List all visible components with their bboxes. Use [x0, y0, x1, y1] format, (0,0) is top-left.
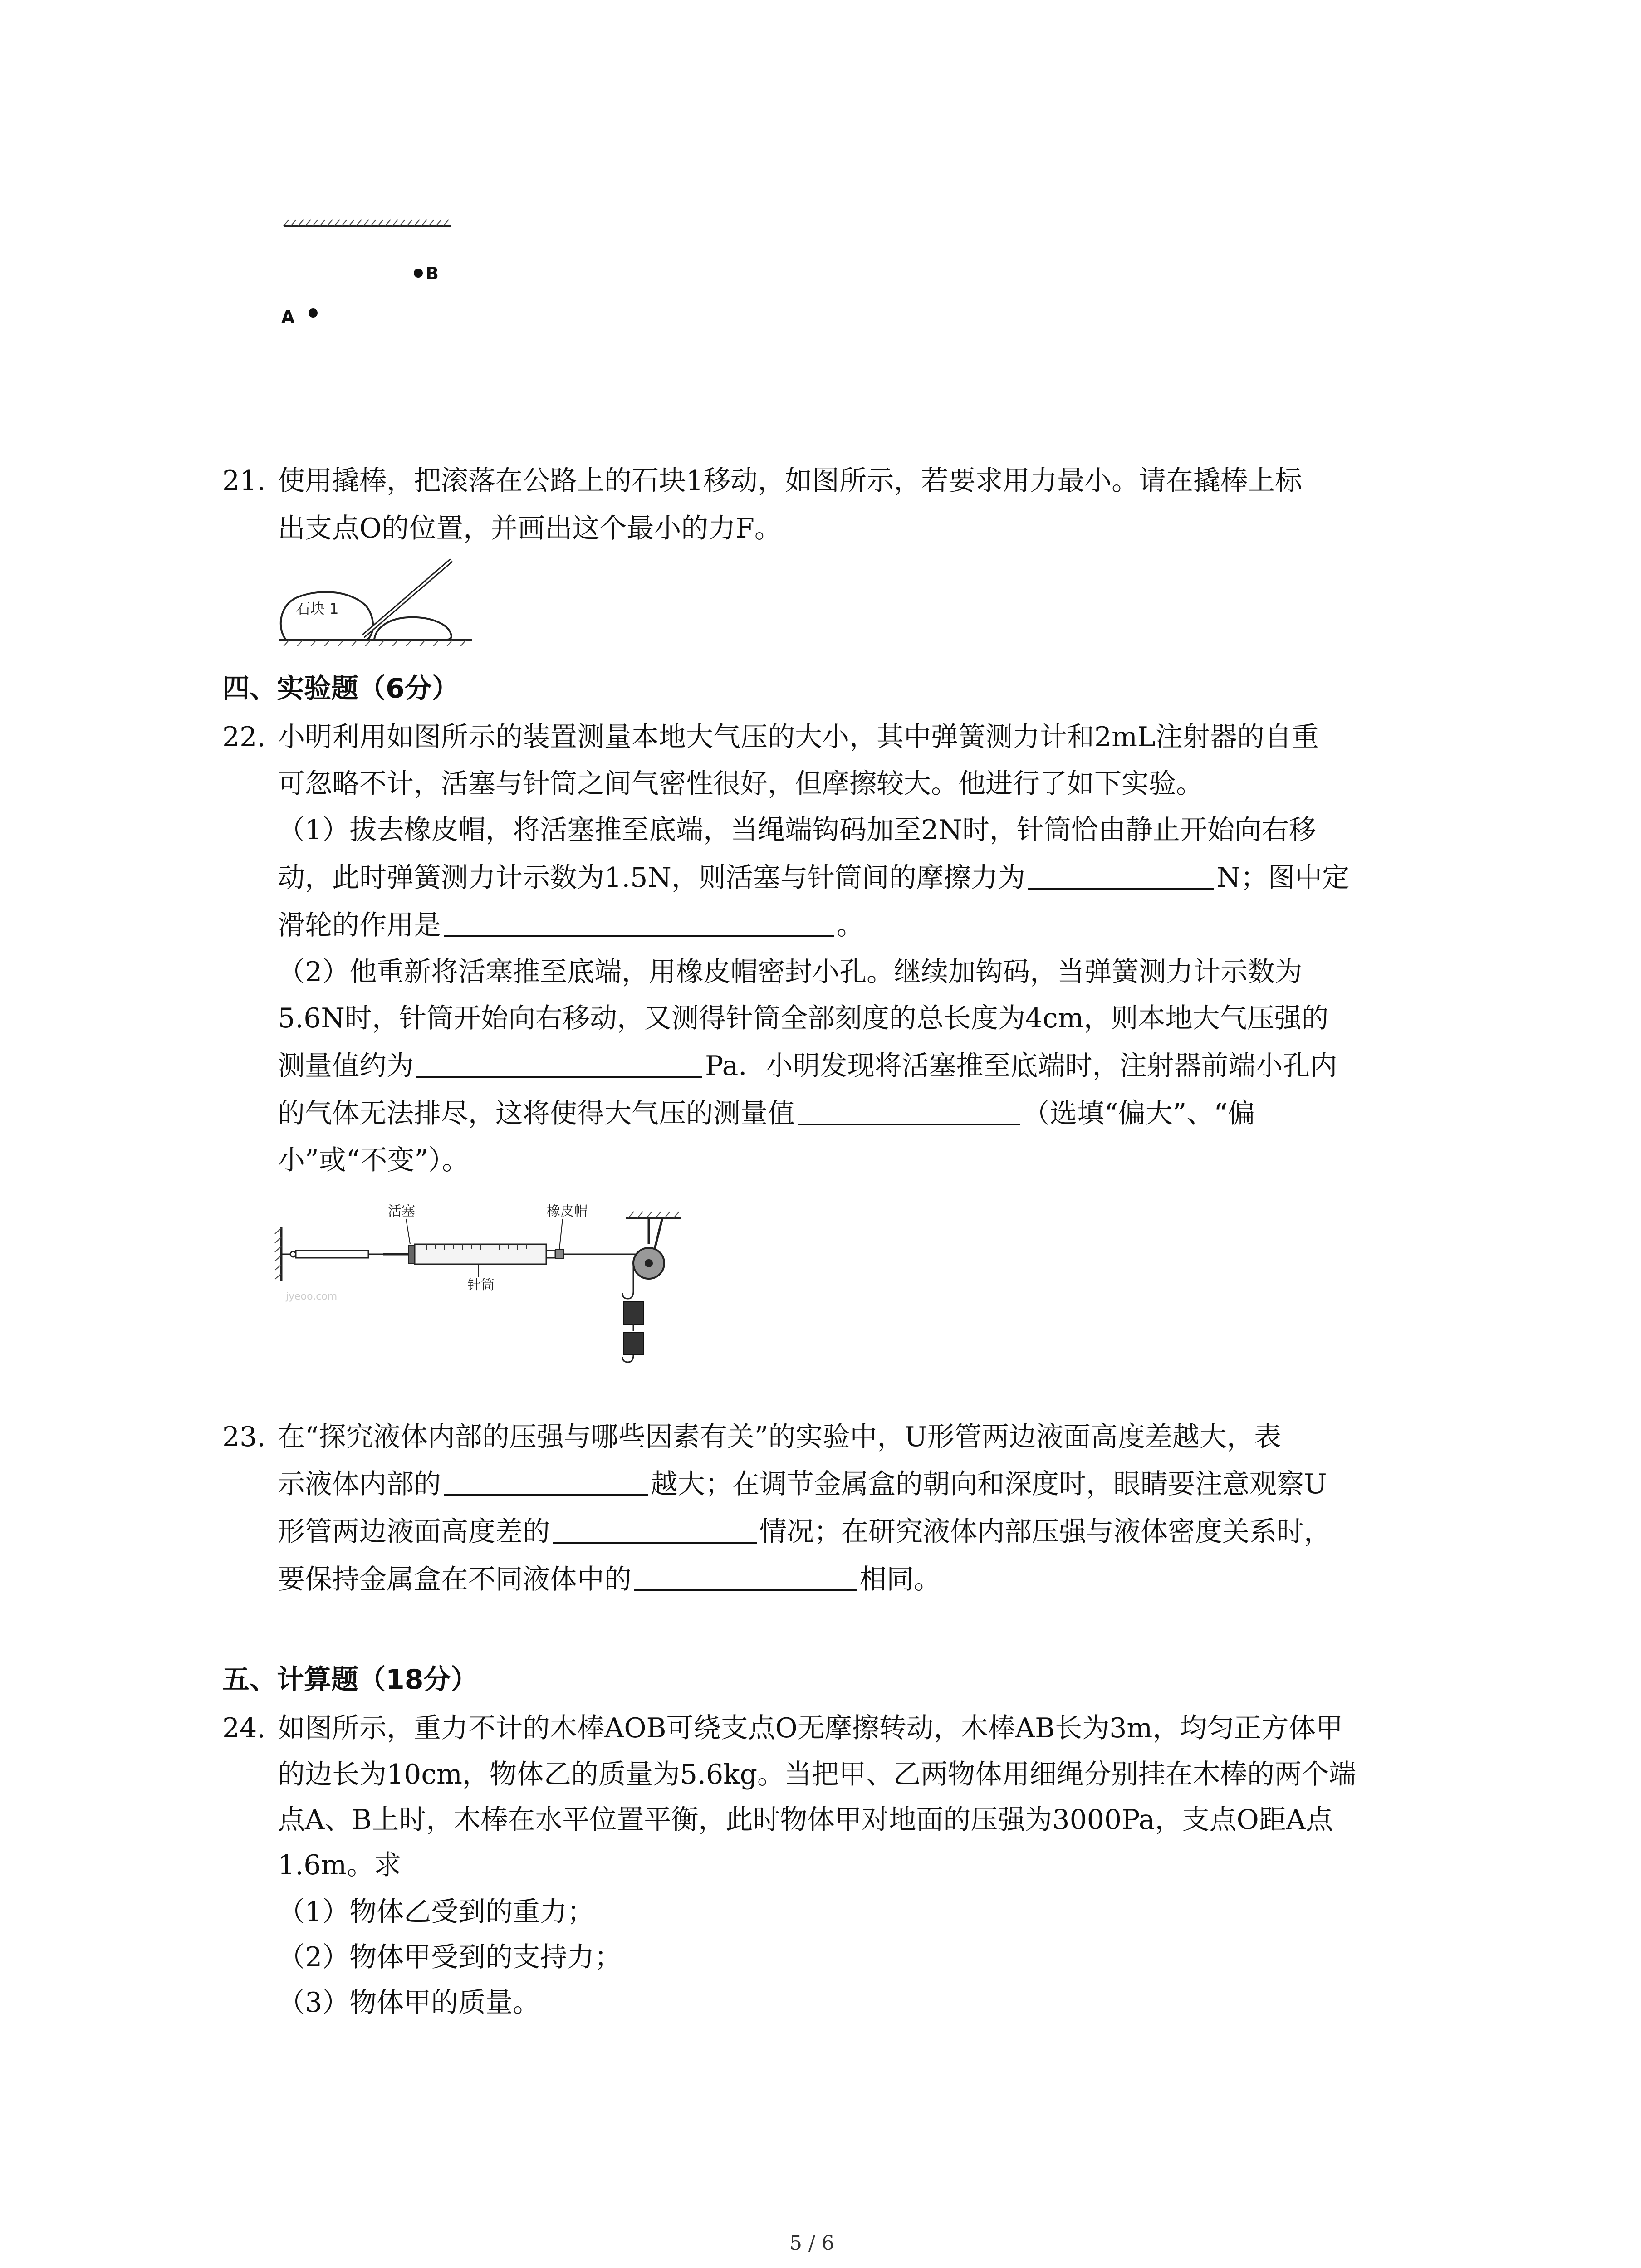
point-a: [309, 308, 318, 318]
question-22-line8-tail: Pa．小明发现将活塞推至底端时，注射器前端小孔内: [705, 1050, 1337, 1082]
question-22-line4-tail: N；图中定: [1216, 862, 1350, 894]
question-24-line4: 1.6m。求: [278, 1849, 402, 1881]
question-24-line3: 点A、B上时，木棒在水平位置平衡，此时物体甲对地面的压强为3000Pa，支点O距A点: [278, 1804, 1333, 1836]
question-22-line9: [278, 1091, 1255, 1136]
question-22-line9-tail: （选填“偏大”、“偏: [1023, 1098, 1255, 1129]
question-22-line5: [278, 903, 864, 948]
stone-label: 石块 1: [296, 600, 339, 617]
answer-blank-pulley-role[interactable]: [444, 908, 834, 937]
question-22-line6: （2）他重新将活塞推至底端，用橡皮帽密封小孔。继续加钩码，当弹簧测力计示数为: [278, 956, 1303, 988]
question-22-line8: [278, 1043, 1337, 1089]
question-22-line5-text: 滑轮的作用是: [278, 909, 441, 941]
question-22-line7: 5.6N时，针筒开始向右移动，又测得针筒全部刻度的总长度为4cm，则本地大气压强的: [278, 1002, 1329, 1034]
watermark: jyeoo.com: [286, 1291, 338, 1302]
hook-weight-1: [623, 1301, 643, 1324]
question-21-line2: 出支点O的位置，并画出这个最小的力F。: [278, 513, 782, 544]
answer-blank-pressure-magnitude[interactable]: [444, 1467, 648, 1496]
question-22-line1: 小明利用如图所示的装置测量本地大气压的大小，其中弹簧测力计和2mL注射器的自重: [278, 721, 1319, 753]
question-22-line3: （1）拔去橡皮帽，将活塞推至底端，当绳端钩码加至2N时，针筒恰由静止开始向右移: [278, 814, 1316, 846]
question-23-line2-text: 示液体内部的: [278, 1468, 441, 1500]
figure-crowbar-stone: [272, 556, 485, 646]
figure-syringe-apparatus: [272, 1191, 690, 1372]
question-24-sub2: （2）物体甲受到的支持力；: [278, 1941, 622, 1973]
question-22-line8-text: 测量值约为: [278, 1050, 414, 1082]
answer-blank-height-change[interactable]: [553, 1515, 757, 1544]
question-23-line1: 在“探究液体内部的压强与哪些因素有关”的实验中，U形管两边液面高度差越大，表: [278, 1421, 1281, 1453]
question-21-number: 21.: [222, 465, 266, 497]
question-23-line3: [278, 1509, 1331, 1554]
question-23-number: 23.: [222, 1421, 266, 1453]
label-piston: 活塞: [388, 1203, 415, 1219]
question-21-line1: 使用撬棒，把滚落在公路上的石块1移动，如图所示，若要求用力最小。请在撬棒上标: [278, 465, 1303, 497]
question-24-sub1: （1）物体乙受到的重力；: [278, 1896, 595, 1928]
point-b: [414, 269, 423, 278]
question-24-number: 24.: [222, 1712, 266, 1744]
question-24-line1: 如图所示，重力不计的木棒AOB可绕支点O无摩擦转动，木棒AB长为3m，均匀正方体甲: [278, 1712, 1343, 1744]
answer-blank-depth[interactable]: [634, 1562, 857, 1591]
section-5-title: 五、计算题（18分）: [222, 1664, 478, 1696]
question-22-number: 22.: [222, 721, 266, 753]
figure-ceiling-points: [272, 204, 463, 349]
question-22-line9-text: 的气体无法排尽，这将使得大气压的测量值: [278, 1098, 795, 1129]
question-22-line4: [278, 855, 1349, 900]
answer-blank-friction[interactable]: [1028, 860, 1214, 890]
label-a: A: [281, 307, 295, 327]
page-number: 5 / 6: [789, 2232, 834, 2255]
label-b: B: [426, 264, 439, 284]
question-24-line2: 的边长为10cm，物体乙的质量为5.6kg。当把甲、乙两物体用细绳分别挂在木棒的两个端: [278, 1759, 1357, 1790]
question-23-line4-tail: 相同。: [859, 1564, 941, 1595]
question-23-line3-text: 形管两边液面高度差的: [278, 1516, 550, 1548]
label-barrel: 针筒: [467, 1277, 495, 1293]
question-22-line4-text: 动，此时弹簧测力计示数为1.5N，则活塞与针筒间的摩擦力为: [278, 862, 1025, 894]
question-23-line2-tail: 越大；在调节金属盒的朝向和深度时，眼睛要注意观察U: [651, 1468, 1327, 1500]
question-23-line3-tail: 情况；在研究液体内部压强与液体密度关系时，: [759, 1516, 1331, 1548]
section-4-title: 四、实验题（6分）: [222, 673, 459, 704]
question-22-line2: 可忽略不计，活塞与针筒之间气密性很好，但摩擦较大。他进行了如下实验。: [278, 768, 1203, 800]
answer-blank-measurement-bias[interactable]: [798, 1096, 1020, 1125]
question-23-line2: [278, 1461, 1327, 1507]
question-23-line4: [278, 1557, 941, 1602]
label-rubber-cap: 橡皮帽: [547, 1203, 588, 1219]
question-22-line5-tail: 。: [837, 909, 864, 941]
question-22-line10: 小”或“不变”）。: [278, 1144, 470, 1176]
answer-blank-pressure[interactable]: [416, 1049, 702, 1078]
question-23-line4-text: 要保持金属盒在不同液体中的: [278, 1564, 632, 1595]
question-24-sub3: （3）物体甲的质量。: [278, 1987, 540, 2019]
hook-weight-2: [623, 1332, 643, 1355]
